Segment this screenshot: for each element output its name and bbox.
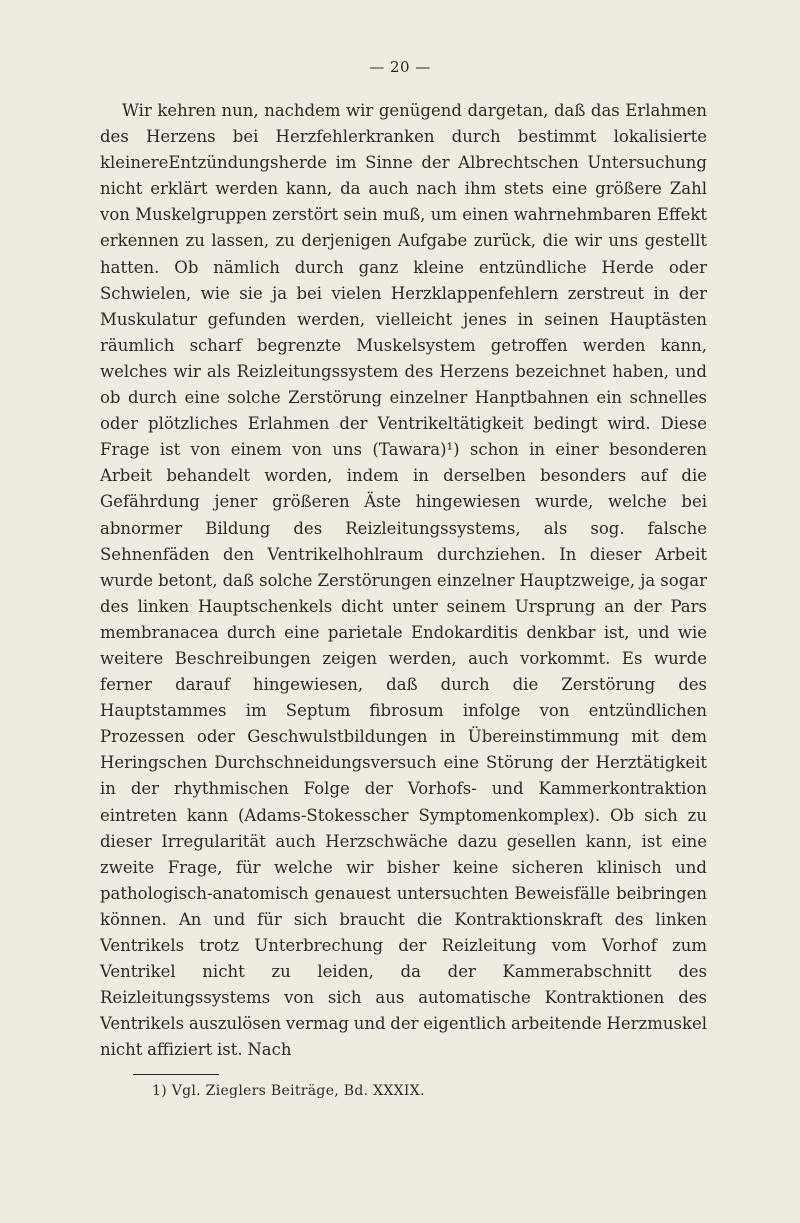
- footnote-separator: [133, 1074, 219, 1075]
- footnote: 1) Vgl. Zieglers Beiträge, Bd. XXXIX.: [152, 1083, 425, 1099]
- page-number: — 20 —: [369, 58, 431, 76]
- body-paragraph: Wir kehren nun, nachdem wir genügend dargetan, daß das Erlahmen des Herzens bei Herzfehlerkranken durch bestimmt lokalisierte kleinereEntzündungsherde im Sinne der Albrechtschen Untersuchung nicht erklärt werden kann, da auch nach ihm stets eine größere Zahl von Muskelgruppen zerstört sein muß, um einen wahrnehmbaren Effekt erkennen zu lassen, zu derjenigen Aufgabe zurück, die wir uns gestellt hatten. Ob nämlich durch ganz kleine entzündliche Herde oder Schwielen, wie sie ja bei vielen Herzklappenfehlern zerstreut in der Muskulatur gefunden werden, vielleicht jenes in seinen Hauptästen räumlich scharf begrenzte Muskelsystem getroffen werden kann, welches wir als Reizleitungssystem des Herzens bezeichnet haben, und ob durch eine solche Zerstörung einzelner Hanptbahnen ein schnelles oder plötzliches Erlahmen der Ventrikeltätigkeit bedingt wird. Diese Frage ist von einem von uns (Tawara)¹) schon in einer besonderen Arbeit behandelt worden, indem in derselben besonders auf die Gefährdung jener größeren Äste hingewiesen wurde, welche bei abnormer Bildung des Reizleitungssystems, als sog. falsche Sehnenfäden den Ventrikelhohlraum durchziehen. In dieser Arbeit wurde betont, daß solche Zerstörungen einzelner Hauptzweige, ja sogar des linken Hauptschenkels dicht unter seinem Ursprung an der Pars membranacea durch eine parietale Endokarditis denkbar ist, und wie weitere Beschreibungen zeigen werden, auch vorkommt. Es wurde ferner darauf hingewiesen, daß durch die Zerstörung des Hauptstammes im Septum fibrosum infolge von entzündlichen Prozessen oder Geschwulstbildungen in Übereinstimmung mit dem Heringschen Durchschneidungsversuch eine Störung der Herztätigkeit in der rhythmischen Folge der Vorhofs- und Kammerkontraktion eintreten kann (Adams-Stokesscher Symptomenkomplex). Ob sich zu dieser Irregularität auch Herzschwäche dazu gesellen kann, ist eine zweite Frage, für welche wir bisher keine sicheren klinisch und pathologisch-anatomisch genauest untersuchten Beweisfälle beibringen können. An und für sich braucht die Kontraktionskraft des linken Ventrikels trotz Unterbrechung der Reizleitung vom Vorhof zum Ventrikel nicht zu leiden, da der Kammerabschnitt des Reizleitungssystems von sich aus automatische Kontraktionen des Ventrikels auszulösen vermag und der eigentlich arbeitende Herzmuskel nicht affiziert ist. Nach: [100, 101, 707, 1060]
